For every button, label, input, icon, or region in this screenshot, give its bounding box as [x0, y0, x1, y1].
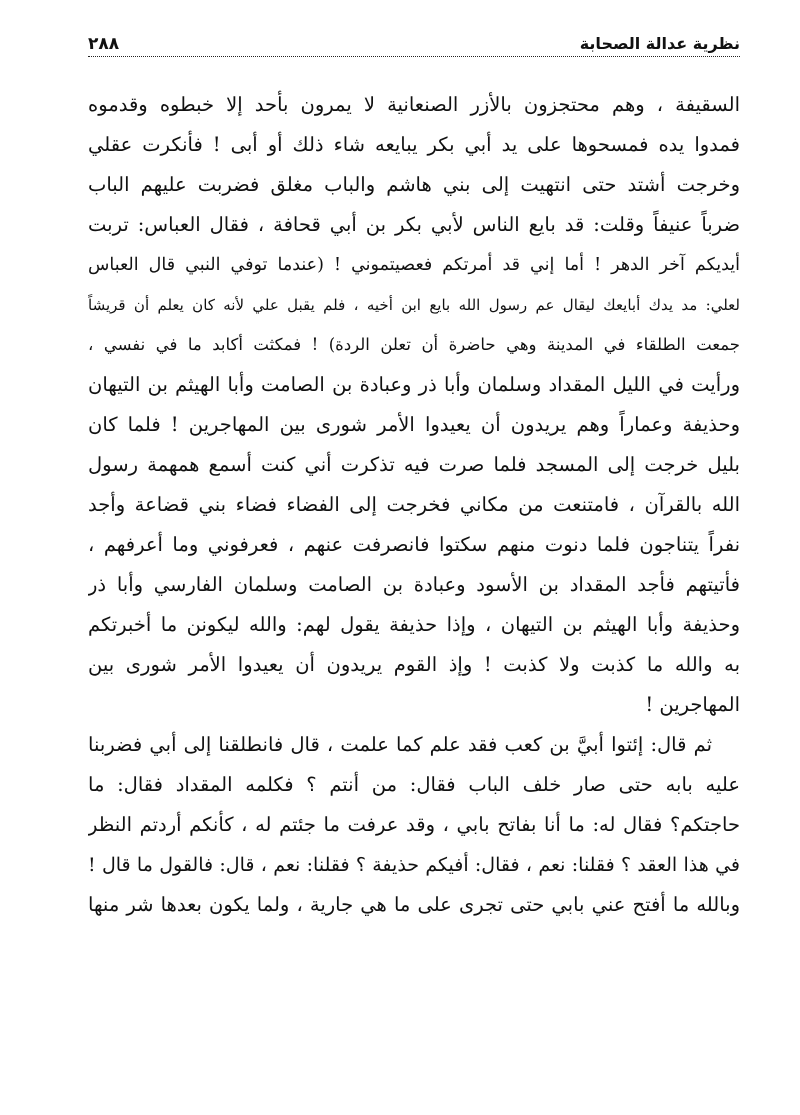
text-line: أيديكم آخر الدهر ! أما إني قد أمرتكم فعصيتموني ! (عندما توفي النبي قال العباس [88, 255, 740, 275]
text-line: ضرباً عنيفاً وقلت: قد بايع الناس لأبي بكر بن أبي قحافة ، فقال العباس: تربت [88, 213, 740, 236]
text-line: المهاجرين ! [645, 693, 740, 716]
text-line: جمعت الطلقاء في المدينة وهي حاضرة أن تعلن الردة) ! فمكثت أكابد ما في نفسي ، [88, 335, 740, 354]
page-number: ٢٨٨ [88, 34, 120, 54]
text-line: فمدوا يده فمسحوها على يد أبي بكر يبايعه شاء ذلك أو أبى ! فأنكرت عقلي [88, 133, 740, 156]
text-line: فأتيتهم فأجد المقداد بن الأسود وعبادة بن الصامت وسلمان الفارسي وأبا ذر [88, 573, 740, 596]
text-line: وبالله ما أفتح عني بابي حتى تجرى على ما هي جارية ، ولما يكون بعدها شر منها [88, 893, 740, 916]
text-line: وخرجت أشتد حتى انتهيت إلى بني هاشم والباب مغلق فضربت عليهم الباب [88, 173, 740, 196]
text-line: لعلي: مد يدك أبايعك ليقال عم رسول الله بايع ابن أخيه ، فلم يقبل علي لأنه كان يعلم أن قريشاً [88, 296, 740, 314]
body-text [88, 85, 740, 925]
text-line: الله بالقرآن ، فامتنعت من مكاني فخرجت إلى الفضاء فضاء بني قضاعة وأجد [88, 493, 740, 516]
text-line: نفراً يتناجون فلما دنوت منهم سكتوا فانصرفت عنهم ، فعرفوني وما أعرفهم ، [88, 533, 740, 556]
text-line: ورأيت في الليل المقداد وسلمان وأبا ذر وعبادة بن الصامت وأبا الهيثم بن التيهان [88, 373, 740, 396]
text-line: عليه بابه حتى صار خلف الباب فقال: من أنتم ؟ فكلمه المقداد فقال: ما [88, 773, 740, 796]
text-line: حاجتكم؟ فقال له: ما أنا بفاتح بابي ، وقد عرفت ما جئتم له ، كأنكم أردتم النظر [88, 813, 740, 836]
text-line: به والله ما كذبت ولا كذبت ! وإذ القوم يريدون أن يعيدوا الأمر شورى بين [88, 653, 740, 676]
running-header [88, 30, 740, 57]
header-title: نظرية عدالة الصحابة [579, 34, 740, 53]
text-line: وحذيفة وأبا الهيثم بن التيهان ، وإذا حذيفة يقول لهم: والله ليكونن ما أخبرتكم [88, 613, 740, 636]
text-line: بليل خرجت إلى المسجد فلما صرت فيه تذكرت أني كنت أسمع همهمة رسول [88, 453, 740, 476]
text-line: وحذيفة وعماراً وهم يريدون أن يعيدوا الأمر شورى بين المهاجرين ! فلما كان [88, 413, 740, 436]
text-line: في هذا العقد ؟ فقلنا: نعم ، فقال: أفيكم حذيفة ؟ فقلنا: نعم ، قال: فالقول ما قال ! [88, 854, 740, 876]
text-line: ثم قال: إئتوا أبيَّ بن كعب فقد علم كما علمت ، قال فانطلقنا إلى أبي فضربنا [88, 733, 712, 756]
text-line: السقيفة ، وهم محتجزون بالأزر الصنعانية لا يمرون بأحد إلا خبطوه وقدموه [88, 93, 740, 116]
